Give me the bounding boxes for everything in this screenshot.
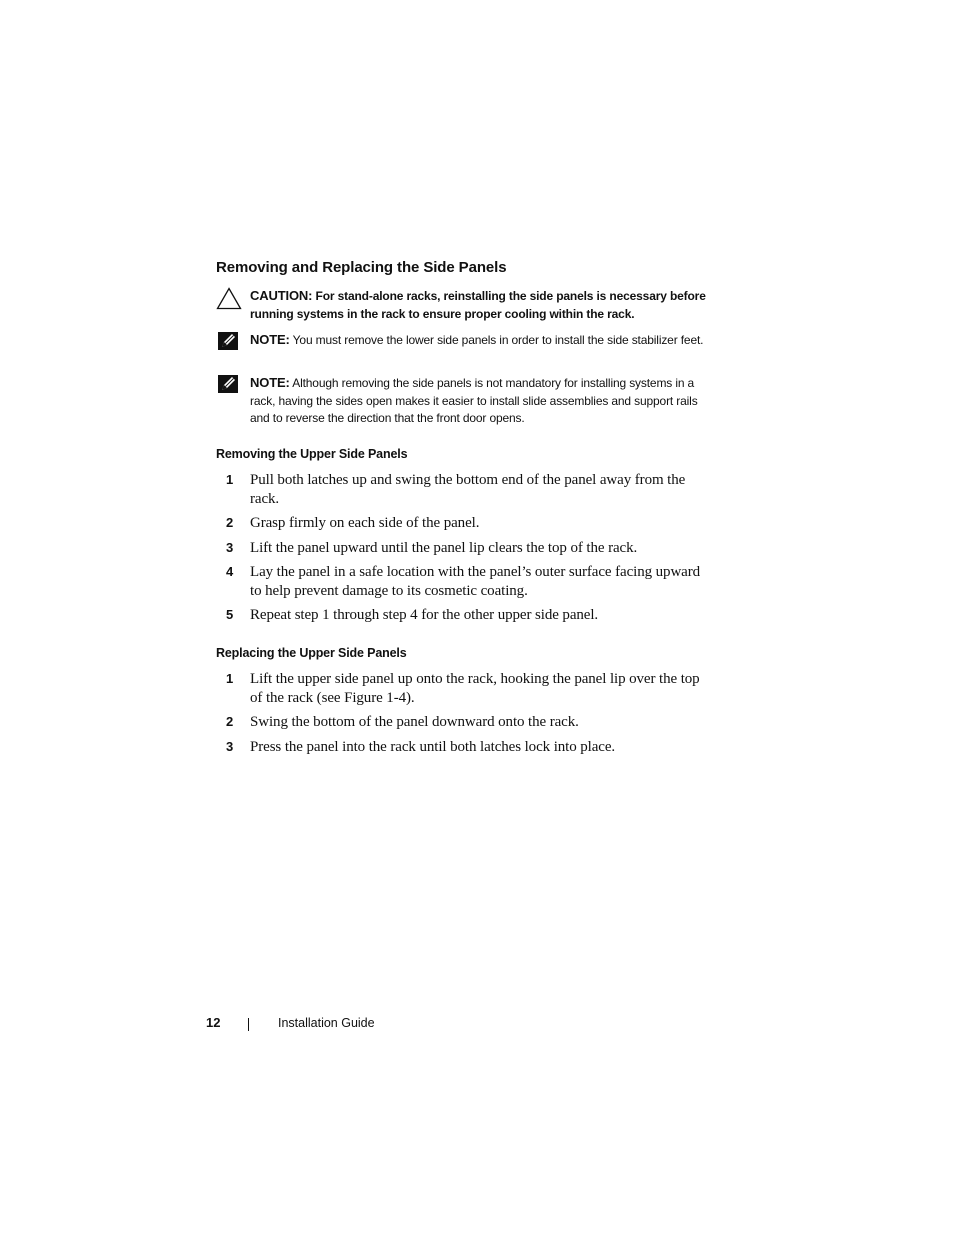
subsection-title-replacing: Replacing the Upper Side Panels — [216, 646, 407, 660]
note-notice — [216, 331, 716, 350]
list-item — [216, 606, 716, 625]
list-item — [216, 738, 716, 757]
step-text: Grasp firmly on each side of the panel. — [250, 515, 480, 531]
footer-separator — [248, 1018, 249, 1031]
step-number: 1 — [226, 671, 234, 686]
note-label: NOTE: — [250, 375, 290, 390]
page-number: 12 — [206, 1015, 221, 1030]
removing-steps-list — [216, 471, 716, 631]
step-number: 5 — [226, 607, 234, 622]
step-number: 2 — [226, 515, 234, 530]
caution-notice — [216, 287, 716, 323]
step-number: 4 — [226, 564, 234, 579]
step-number: 3 — [226, 539, 234, 555]
caution-triangle-icon — [216, 287, 242, 311]
step-number: 3 — [226, 738, 234, 754]
step-text: Lay the panel in a safe location with the panel’s outer surface facing upward to help prevent damage to its cosmetic coating. — [250, 564, 701, 599]
list-item — [216, 539, 716, 558]
note-text: Although removing the side panels is not mandatory for installing systems in a rack, having the sides open makes it easier to install slide assemblies and support rails and to reverse the direction that the front door opens. — [250, 376, 698, 425]
list-item — [216, 471, 716, 508]
caution-label: CAUTION: — [250, 288, 313, 303]
section-title: Removing and Replacing the Side Panels — [216, 259, 507, 276]
step-text: Pull both latches up and swing the bottom end of the panel away from the rack. — [250, 472, 686, 507]
step-text: Press the panel into the rack until both latches lock into place. — [250, 738, 616, 755]
note-notice — [216, 374, 716, 428]
caution-text: For stand-alone racks, reinstalling the side panels is necessary before running systems in the rack to ensure proper cooling within the rack. — [250, 289, 706, 321]
list-item — [216, 563, 716, 600]
step-number: 1 — [226, 472, 234, 487]
step-text: Swing the bottom of the panel downward onto the rack. — [250, 714, 579, 730]
step-number: 2 — [226, 714, 234, 729]
list-item — [216, 713, 716, 732]
note-pencil-icon — [216, 374, 242, 398]
footer-doc-title: Installation Guide — [278, 1016, 375, 1030]
subsection-title-removing: Removing the Upper Side Panels — [216, 447, 408, 461]
page-footer — [0, 1015, 954, 1035]
step-text: Lift the panel upward until the panel lip clears the top of the rack. — [250, 539, 638, 556]
note-pencil-icon — [216, 331, 242, 355]
note-text: You must remove the lower side panels in order to install the side stabilizer feet. — [292, 333, 704, 347]
step-text: Repeat step 1 through step 4 for the other upper side panel. — [250, 607, 599, 623]
step-text: Lift the upper side panel up onto the rack, hooking the panel lip over the top of the rack (see Figure 1-4). — [250, 671, 700, 706]
replacing-steps-list — [216, 670, 716, 762]
note-label: NOTE: — [250, 332, 290, 347]
list-item — [216, 670, 716, 707]
list-item — [216, 514, 716, 533]
